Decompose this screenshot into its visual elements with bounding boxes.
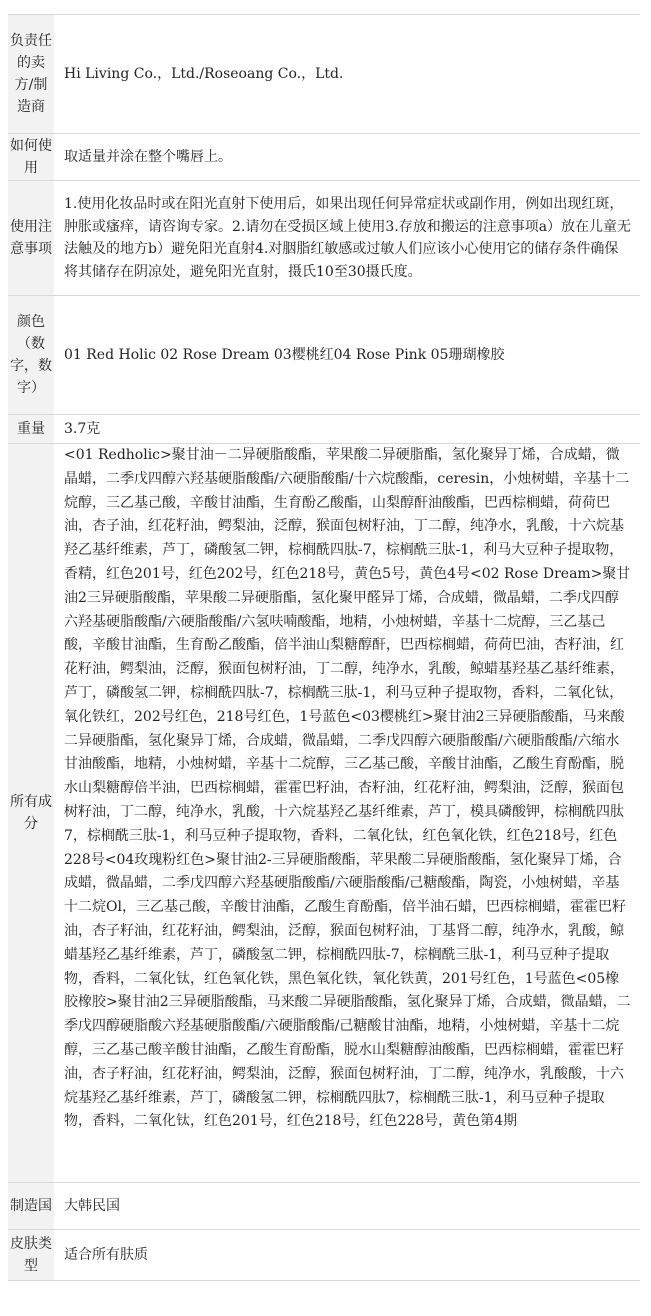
row-value-text: 1.使用化妆品时或在阳光直射下使用后，如果出现任何异常症状或副作用，例如出现红斑，肿胀或瘙痒，请咨询专家。2.请勿在受损区域上使用3.存放和搬运的注意事项a）放在儿童无法触及的地方b）避免阳光直射4.对胭脂红敏感或过敏人们应该小心使用它的储存条件确保将其储存在阴凉处，避免阳光直射，摄氏10至30摄氏度。 [64,196,632,280]
row-label: 重量 [8,415,54,443]
row-precautions [8,180,640,295]
row-value [54,1183,640,1229]
row-colors [8,295,640,414]
row-label: 使用注意事项 [8,181,54,295]
row-value [54,444,640,1182]
row-ingredients [8,443,640,1182]
row-value-text: <01 Redholic>聚甘油－二异硬脂酸酯，苹果酸二异硬脂酯，氢化聚异丁烯，合成蜡，微晶蜡，二季戊四醇六羟基硬脂酸酯/六硬脂酸酯/十六烷酸酯，ceresin，小烛树蜡，辛基十二烷醇，三乙基己酸，辛酸甘油酯，生育酚乙酸酯，山梨醇酐油酸酯，巴西棕榈蜡，荷荷巴油，杏子油，红花籽油，鳄梨油，泛醇，猴面包树籽油，丁二醇，纯净水，乳酸，十六烷基羟乙基纤维素，芦丁，磷酸氢二钾，棕榈酰四肽-7，棕榈酰三肽-1，利马大豆种子提取物，香精，红色201号，红色202号，红色218号，黄色5号，黄色4号<02 Rose Dream>聚甘油2三异硬脂酸酯，苹果酸二异硬脂酯，氢化聚甲醛异丁烯，合成蜡，微晶蜡，二季戊四醇六羟基硬脂酸酯/六硬脂酸酯/六氢呋喃酸酯，地精，小烛树蜡，辛基十二烷醇，三乙基己酸，辛酸甘油酯，生育酚乙酸酯，倍半油山梨糖醇酐，巴西棕榈蜡，荷荷巴油，杏籽油，红花籽油，鳄梨油，泛醇，猴面包树籽油，丁二醇，纯净水，乳酸，鲸蜡基羟基乙基纤维素，芦丁，磷酸氢二钾，棕榈酰四肽-7，棕榈酰三肽-1，利马豆种子提取物，香料，二氧化钛，氧化铁红，202号红色，218号红色，1号蓝色<03樱桃红>聚甘油2三异硬脂酸酯，马来酸二异硬脂酯，氢化聚异丁烯，合成蜡，微晶蜡，二季戊四醇六硬脂酸酯/六硬脂酸酯/六缩水甘油酸酯，地精，小烛树蜡，辛基十二烷醇，三乙基己酸，辛酸甘油酯，乙酸生育酚酯，脱水山梨糖醇倍半油，巴西棕榈蜡，霍霍巴籽油，杏籽油，红花籽油，鳄梨油，泛醇，猴面包树籽油，丁二醇，纯净水，乳酸，十六烷基羟乙基纤维素，芦丁，模具磷酸钾，棕榈酰四肽7，棕榈酰三肽-1，利马豆种子提取物，香料，二氧化钛，红色氧化铁，红色218号，红色228号<04玫瑰粉红色>聚甘油2-三异硬脂酸酯，苹果酸二异硬脂酸酯，氢化聚异丁烯，合成蜡，微晶蜡，二季戊四醇六羟基硬脂酸酯/六硬脂酸酯/己糖酸酯，陶瓷，小烛树蜡，辛基十二烷Ol，三乙基己酸，辛酸甘油酯，乙酸生育酚酯，倍半油石蜡，巴西棕榈蜡，霍霍巴籽油，杏子籽油，红花籽油，鳄梨油，泛醇，猴面包树籽油，丁基肾二醇，纯净水，乳酸，鲸蜡基羟乙基纤维素，芦丁，磷酸氢二钾，棕榈酰四肽-7，棕榈酰三肽-1，利马豆种子提取物，香料，二氧化钛，红色氧化铁，黑色氧化铁，氧化铁黄，201号红色，1号蓝色<05橡胶橡胶>聚甘油2三异硬脂酸酯，马来酸二异硬脂酸酯，氢化聚异丁烯，合成蜡，微晶蜡，二季戊四醇硬脂酸六羟基硬脂酸酯/六硬脂酸酯/己糖酸甘油酯，地精，小烛树蜡，辛基十二烷醇，三乙基己酸辛酸甘油酯，乙酸生育酚酯，脱水山梨糖醇油酸酯，巴西棕榈蜡，霍霍巴籽油，杏子籽油，红花籽油，鳄梨油，泛醇，猴面包树籽油，丁二醇，纯净水，乳酸酸，十六烷基羟乙基纤维素，芦丁，磷酸氢二钾，棕榈酰四肽7，棕榈酰三肽-1，利马豆种子提取物，香料，二氧化钛，红色201号，红色218号，红色228号，黄色第4期 [64,447,631,1130]
row-value-text: 3.7克 [64,421,101,437]
row-value-text: 适合所有肤质 [64,1247,148,1263]
row-weight [8,414,640,443]
row-value [54,15,640,133]
row-value [54,296,640,414]
row-value-text: 01 Red Holic 02 Rose Dream 03樱桃红04 Rose Pink 05珊瑚橡胶 [64,347,505,363]
row-value [54,415,640,443]
row-skin-type [8,1229,640,1281]
row-label: 颜色（数字，数字） [8,296,54,414]
row-label: 负责任的卖方/制造商 [8,15,54,133]
row-value [54,181,640,295]
row-label: 如何使用 [8,134,54,180]
row-seller [8,14,640,133]
row-label: 皮肤类型 [8,1230,54,1280]
row-value [54,1230,640,1280]
row-label: 制造国 [8,1183,54,1229]
row-country [8,1182,640,1229]
product-info-table [8,14,640,1281]
row-value-text: 大韩民国 [64,1198,120,1214]
row-usage [8,133,640,180]
row-value [54,134,640,180]
row-value-text: Hi Living Co.，Ltd./Roseoang Co.，Ltd. [64,66,344,82]
row-label: 所有成分 [8,444,54,1182]
row-value-text: 取适量并涂在整个嘴唇上。 [64,149,232,165]
